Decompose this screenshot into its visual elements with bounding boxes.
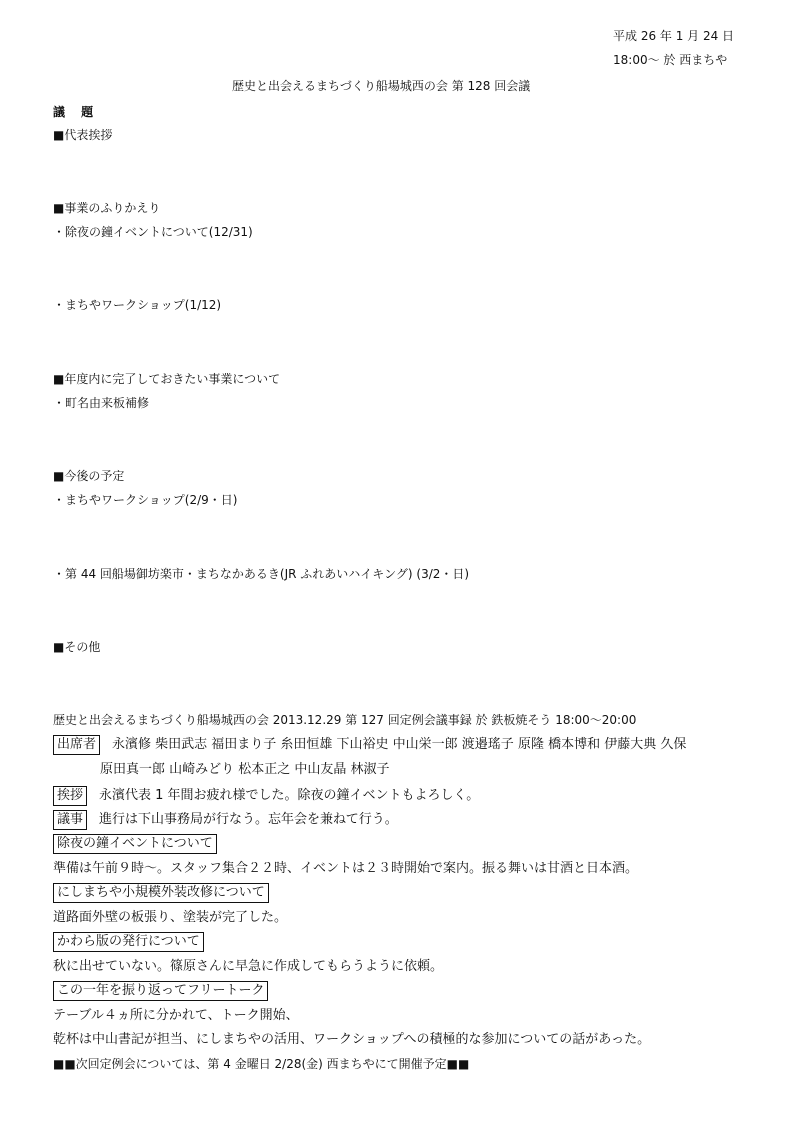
proceedings-row <box>53 813 398 826</box>
section-complete: ■年度内に完了しておきたい事業について <box>53 372 281 386</box>
topic-joya-heading: 除夜の鐘イベントについて <box>53 834 217 854</box>
schedule-item-rakuichi: ・第 44 回船場御坊楽市・まちなかあるき(JR ふれあいハイキング) (3/2・日) <box>53 567 470 581</box>
topic-joya-text: 準備は午前９時～。スタッフ集合２２時、イベントは２３時開始で案内。振る舞いは甘酒と日本酒。 <box>53 861 639 876</box>
section-other: ■その他 <box>53 640 101 654</box>
section-schedule: ■今後の予定 <box>53 469 125 483</box>
meeting-date: 平成 26 年 1 月 24 日 <box>613 29 735 43</box>
meeting-time-place: 18:00～ 於 西まちや <box>613 53 728 67</box>
minutes-header: 歴史と出会えるまちづくり船場城西の会 2013.12.29 第 127 回定例会議事録 於 鉄板焼そう 18:00～20:00 <box>53 713 637 727</box>
topic-freetalk-heading-row <box>53 984 268 997</box>
next-meeting-notice: ■■次回定例会については、第 4 金曜日 2/28(金) 西まちやにて開催予定■■ <box>53 1057 470 1071</box>
greeting-text: 永濱代表 1 年間お疲れ様でした。除夜の鐘イベントもよろしく。 <box>99 788 480 803</box>
section-review: ■事業のふりかえり <box>53 201 161 215</box>
review-item-workshop: ・まちやワークショップ(1/12) <box>53 298 222 312</box>
proceedings-label: 議事 <box>53 810 87 830</box>
topic-freetalk-text-1: テーブル４ヵ所に分かれて、トーク開始、 <box>53 1008 299 1023</box>
topic-freetalk-text-2: 乾杯は中山書記が担当、にしまちやの活用、ワークショップへの積極的な参加についての話があった。 <box>53 1032 651 1047</box>
schedule-item-workshop: ・まちやワークショップ(2/9・日) <box>53 493 238 507</box>
topic-kawaraban-heading: かわら版の発行について <box>53 932 204 952</box>
section-greeting: ■代表挨拶 <box>53 128 113 142</box>
attendees-row <box>53 738 686 751</box>
proceedings-text: 進行は下山事務局が行なう。忘年会を兼ねて行う。 <box>99 812 398 827</box>
review-item-joya: ・除夜の鐘イベントについて(12/31) <box>53 225 253 239</box>
topic-renovation-heading-row <box>53 886 269 899</box>
topic-kawaraban-text: 秋に出せていない。篠原さんに早急に作成してもらうように依頼。 <box>53 959 444 974</box>
agenda-heading: 議 題 <box>53 105 100 119</box>
attendees-list-1: 永濱修 柴田武志 福田まり子 糸田恒雄 下山裕史 中山栄一郎 渡邉瑤子 原隆 橋本博和 伊藤大典 久保 <box>112 737 687 752</box>
topic-kawaraban-heading-row <box>53 935 204 948</box>
topic-renovation-heading: にしまちや小規模外装改修について <box>53 883 269 903</box>
document-title: 歴史と出会えるまちづくり船場城西の会 第 128 回会議 <box>232 79 531 93</box>
greeting-row <box>53 789 479 802</box>
complete-item-signboard: ・町名由来板補修 <box>53 396 150 410</box>
topic-freetalk-heading: この一年を振り返ってフリートーク <box>53 981 268 1001</box>
attendees-list-2: 原田真一郎 山崎みどり 松本正之 中山友晶 林淑子 <box>100 762 390 777</box>
greeting-label: 挨拶 <box>53 786 87 806</box>
attendees-label: 出席者 <box>53 735 100 755</box>
topic-renovation-text: 道路面外壁の板張り、塗装が完了した。 <box>53 910 288 925</box>
topic-joya-heading-row <box>53 837 217 850</box>
